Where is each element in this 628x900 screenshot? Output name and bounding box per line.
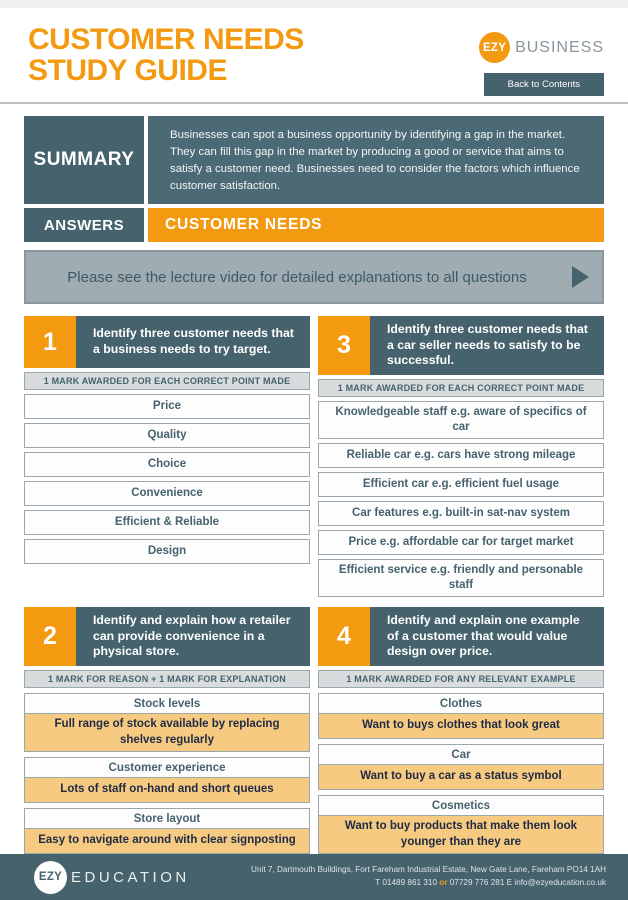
question-3-answer: Efficient car e.g. efficient fuel usage — [318, 472, 604, 497]
question-1-block — [24, 316, 310, 597]
question-1-answer: Design — [24, 539, 310, 564]
lecture-video-banner[interactable] — [24, 250, 604, 304]
question-1-answer: Quality — [24, 423, 310, 448]
page-title-line1: CUSTOMER NEEDS — [28, 23, 304, 56]
question-1-mark-note: 1 MARK AWARDED FOR EACH CORRECT POINT MADE — [24, 372, 310, 390]
question-1-answer: Efficient & Reliable — [24, 510, 310, 535]
summary-label: SUMMARY — [24, 116, 144, 204]
answer-pair-detail: Want to buys clothes that look great — [319, 714, 603, 738]
header — [0, 8, 628, 102]
question-3-header — [318, 316, 604, 375]
question-3-mark-note: 1 MARK AWARDED FOR EACH CORRECT POINT MADE — [318, 379, 604, 397]
question-2-answer-pair — [24, 757, 310, 803]
question-1-header — [24, 316, 310, 368]
question-3-answer: Car features e.g. built-in sat-nav system — [318, 501, 604, 526]
question-2-block — [24, 607, 310, 854]
answer-pair-detail: Want to buy products that make them look younger than they are — [319, 816, 603, 853]
question-3-answer: Knowledgeable staff e.g. aware of specifics of car — [318, 401, 604, 439]
answers-label: ANSWERS — [24, 208, 144, 242]
answers-section — [24, 208, 604, 242]
question-2-header — [24, 607, 310, 666]
footer-phone-prefix: T 01489 861 310 — [375, 878, 440, 888]
ezy-logo-circle-icon: EZY — [34, 861, 67, 894]
page-title-line2: STUDY GUIDE — [28, 54, 227, 88]
page-top-strip — [0, 0, 628, 8]
footer-address-line1: Unit 7, Dartmouth Buildings, Fort Fareham Industrial Estate, New Gate Lane, Fareham PO14 1AH — [251, 865, 606, 875]
question-4-answer-pair — [318, 693, 604, 739]
question-4-header — [318, 607, 604, 666]
question-3-number: 3 — [318, 316, 370, 375]
footer-phone-suffix: 07729 776 281 E info@ezyeducation.co.uk — [447, 878, 606, 888]
header-right — [479, 24, 604, 96]
question-3-answer: Reliable car e.g. cars have strong mileage — [318, 443, 604, 468]
question-2-number: 2 — [24, 607, 76, 666]
footer-phone-or: or — [439, 878, 448, 888]
question-1-answer: Price — [24, 394, 310, 419]
question-2-answer-pair — [24, 808, 310, 854]
question-1-answer: Convenience — [24, 481, 310, 506]
summary-section — [24, 116, 604, 204]
answer-pair-detail: Want to buy a car as a status symbol — [319, 765, 603, 789]
question-2-mark-note: 1 MARK FOR REASON + 1 MARK FOR EXPLANATION — [24, 670, 310, 688]
answer-pair-heading: Stock levels — [25, 694, 309, 714]
page-title — [28, 24, 304, 86]
answer-pair-detail: Full range of stock available by replacing shelves regularly — [25, 714, 309, 751]
ezy-education-logo-label: EDUCATION — [71, 868, 190, 886]
lecture-video-banner-text: Please see the lecture video for detailed explanations to all questions — [67, 268, 527, 286]
answer-pair-heading: Store layout — [25, 809, 309, 829]
question-2-text: Identify and explain how a retailer can provide convenience in a physical store. — [76, 607, 310, 666]
ezy-business-logo-label: BUSINESS — [515, 38, 604, 56]
footer-address — [251, 864, 606, 889]
questions-grid — [24, 316, 604, 854]
question-4-number: 4 — [318, 607, 370, 666]
question-3-block — [318, 316, 604, 597]
question-3-text: Identify three customer needs that a car seller needs to satisfy to be successful. — [370, 316, 604, 375]
ezy-education-logo — [34, 861, 190, 894]
question-1-text: Identify three customer needs that a business needs to try target. — [76, 316, 310, 368]
ezy-business-logo — [479, 32, 604, 63]
answer-pair-detail: Easy to navigate around with clear signposting — [25, 829, 309, 853]
question-1-number: 1 — [24, 316, 76, 368]
question-4-block — [318, 607, 604, 854]
answer-pair-heading: Clothes — [319, 694, 603, 714]
question-4-text: Identify and explain one example of a customer that would value design over price. — [370, 607, 604, 666]
ezy-logo-circle-icon: EZY — [479, 32, 510, 63]
answer-pair-heading: Cosmetics — [319, 796, 603, 816]
question-2-answer-pair — [24, 693, 310, 752]
back-to-contents-button[interactable]: Back to Contents — [484, 73, 604, 96]
answer-pair-heading: Customer experience — [25, 758, 309, 778]
question-1-answer: Choice — [24, 452, 310, 477]
footer — [0, 854, 628, 900]
question-4-answer-pair — [318, 744, 604, 790]
summary-text: Businesses can spot a business opportunity by identifying a gap in the market. They can fill this gap in the market by producing a good or service that aims to satisfy a customer need. Businesses need to consider the factors which influence customer satisfaction. — [148, 116, 604, 204]
answer-pair-heading: Car — [319, 745, 603, 765]
main-content — [0, 104, 628, 854]
play-icon — [572, 266, 589, 288]
question-3-answer: Efficient service e.g. friendly and personable staff — [318, 559, 604, 597]
answers-topic: CUSTOMER NEEDS — [148, 208, 604, 242]
question-3-answer: Price e.g. affordable car for target market — [318, 530, 604, 555]
question-4-mark-note: 1 MARK AWARDED FOR ANY RELEVANT EXAMPLE — [318, 670, 604, 688]
answer-pair-detail: Lots of staff on-hand and short queues — [25, 778, 309, 802]
footer-contact-line — [251, 877, 606, 890]
question-4-answer-pair — [318, 795, 604, 854]
